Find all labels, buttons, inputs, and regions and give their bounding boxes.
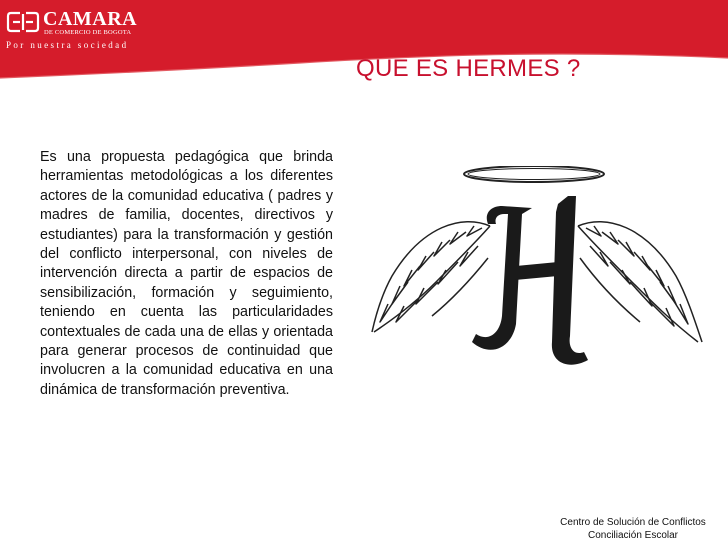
cc-monogram-icon (6, 10, 40, 34)
brand-name: CAMARA (43, 8, 138, 30)
winged-h-halo-emblem-icon (362, 166, 718, 378)
body-paragraph: Es una propuesta pedagógica que brinda herramientas metodológicas a los diferentes actores de la comunidad educativa ( padres y madres de familia, docentes, directivos y estudiantes) para la transformación y gestión del conflicto interpersonal, con niveles de intervención directa a partir de espacios de sensibilización, formación y seguimiento, teniendo en cuenta las particularidades contextuales de cada una de ellas y orientada para generar procesos de continuidad que involucren a la comunidad educativa en una dinámica de transformación preventiva. (40, 149, 333, 398)
footer-line-2: Conciliación Escolar (587, 530, 679, 541)
footer (540, 516, 726, 542)
footer-line-1: Centro de Solución de Conflictos (560, 517, 706, 528)
brand-tagline: Por nuestra sociedad (6, 40, 129, 50)
slide-title: QUE ES HERMES ? (356, 55, 581, 82)
brand-subtitle: DE COMERCIO DE BOGOTA (44, 29, 132, 36)
camara-logo (6, 8, 138, 54)
